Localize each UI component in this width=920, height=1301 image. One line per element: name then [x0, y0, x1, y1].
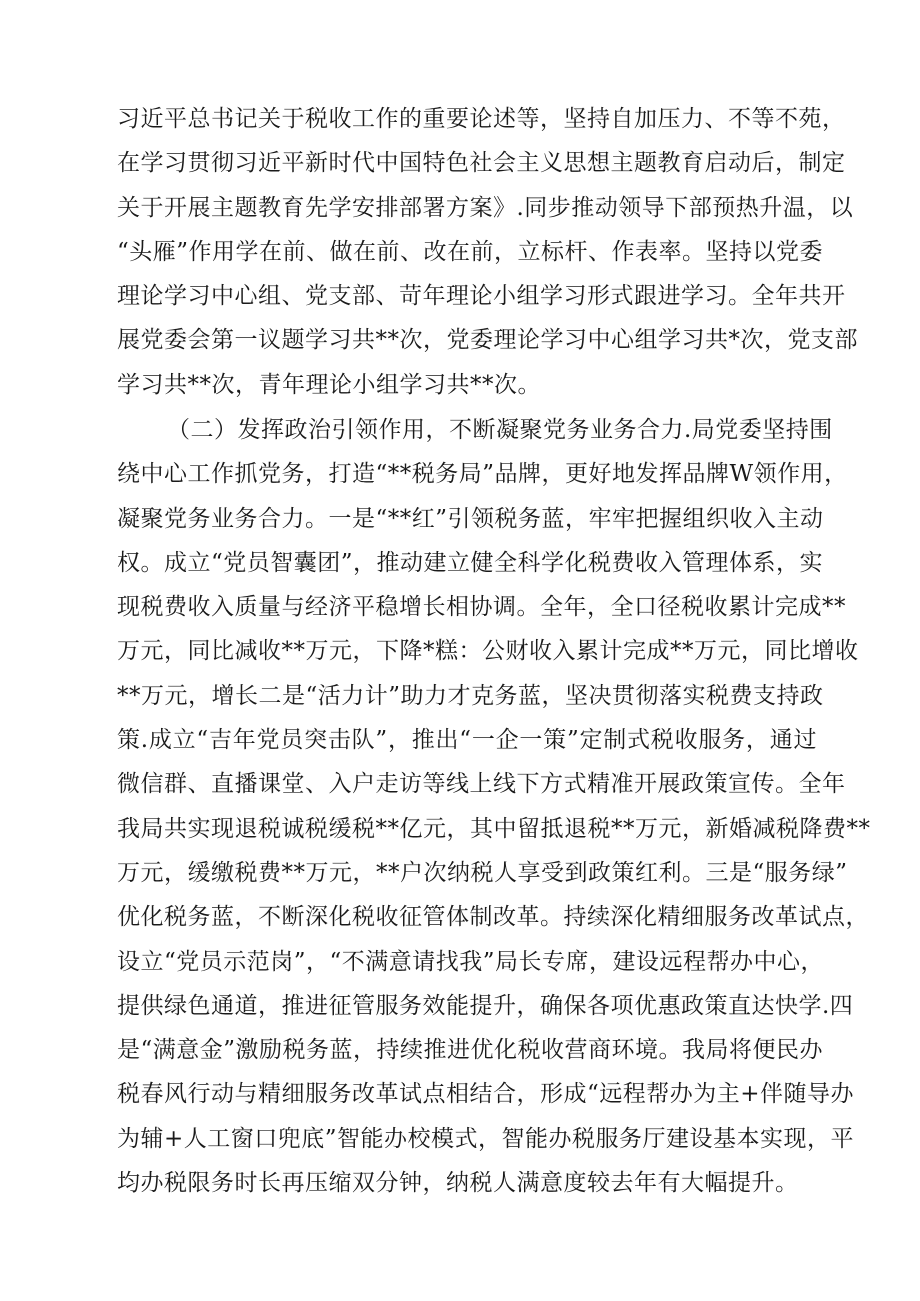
text-line: 微信群、直播课堂、入户走访等线上线下方式精准开展政策宣传。全年: [117, 771, 846, 798]
text-line: “头雁”作用学在前、做在前、改在前，立标杆、作表率。坚持以党委: [117, 238, 824, 265]
paragraph-1: [117, 97, 858, 407]
text-line: 税春风行动与精细服务改革试点相结合，形成“远程帮办为主+伴随导办: [117, 1081, 855, 1108]
text-line: 权。成立“党员智囊团”，推动建立健全科学化税费收入管理体系，实: [117, 549, 824, 576]
text-line: 策.成立“吉年党员突击队”，推出“一企一策”定制式税收服务，通过: [117, 727, 817, 754]
text-line: 我局共实现退税诚税缓税**亿元，其中留抵退税**万元，新婚减税降费**: [117, 815, 871, 842]
text-line: 是“满意金”激励税务蓝，持续推进优化税收营商环境。我局将便民办: [117, 1037, 824, 1064]
text-line: 万元，缓缴税费**万元，**户次纳税人享受到政策红利。三是“服务绿”: [117, 859, 848, 886]
text-line: 绕中心工作抓党务，打造“**税务局”品牌，更好地发挥品牌W领作用，: [117, 461, 848, 488]
text-line: 为辅+人工窗口兜底”智能办校模式，智能办税服务厅建设基本实现，平: [117, 1125, 855, 1152]
text-line: 提供绿色通道，推进征管服务效能提升，确保各项优惠政策直达快学.四: [117, 992, 854, 1019]
text-line: 现税费收入质量与经济平稳增长相协调。全年，全口径税收累计完成**: [117, 594, 846, 621]
text-line: 习近平总书记关于税收工作的重要论述等，坚持自加压力、不等不苑，: [117, 106, 846, 132]
text-line: 学习共**次，青年理论小组学习共**次。: [117, 371, 541, 398]
text-line: **万元，增长二是“活力计”助力才克务蓝，坚决贯彻落实税费支持政: [117, 682, 824, 709]
text-line: 关于开展主题教育先学安排部署方案》.同步推动领导下部预热升温，以: [117, 194, 854, 221]
text-line: 万元，同比减收**万元，下降*糕：公财收入累计完成**万元，同比增收: [117, 638, 859, 665]
paragraph-2: [117, 408, 871, 1205]
text-line: 展党委会第一议题学习共**次，党委理论学习中心组学习共*次，党支部: [117, 327, 858, 354]
text-line: 凝聚党务业务合力。一是“**红”引领税务蓝，牢牢把握组织收入主动: [117, 505, 824, 532]
text-line: 设立“党员示范岗”，“不满意请找我”局长专席，建设远程帮办中心，: [117, 948, 825, 975]
section-heading-line: （二）发挥政治引领作用，不断凝聚党务业务合力.局党委坚持围: [167, 417, 833, 443]
text-line: 理论学习中心组、党支部、苛年理论小组学习形式跟进学习。全年共开: [117, 283, 846, 310]
text-line: 优化税务蓝，不断深化税收征管体制改革。持续深化精细服务改革试点，: [117, 904, 869, 931]
text-line: 在学习贯彻习近平新时代中国特色社会主义思想主题教育启动后，制定: [117, 150, 846, 177]
text-line: 均办税限务时长再压缩双分钟，纳税人满意度较去年有大幅提升。: [117, 1170, 799, 1197]
